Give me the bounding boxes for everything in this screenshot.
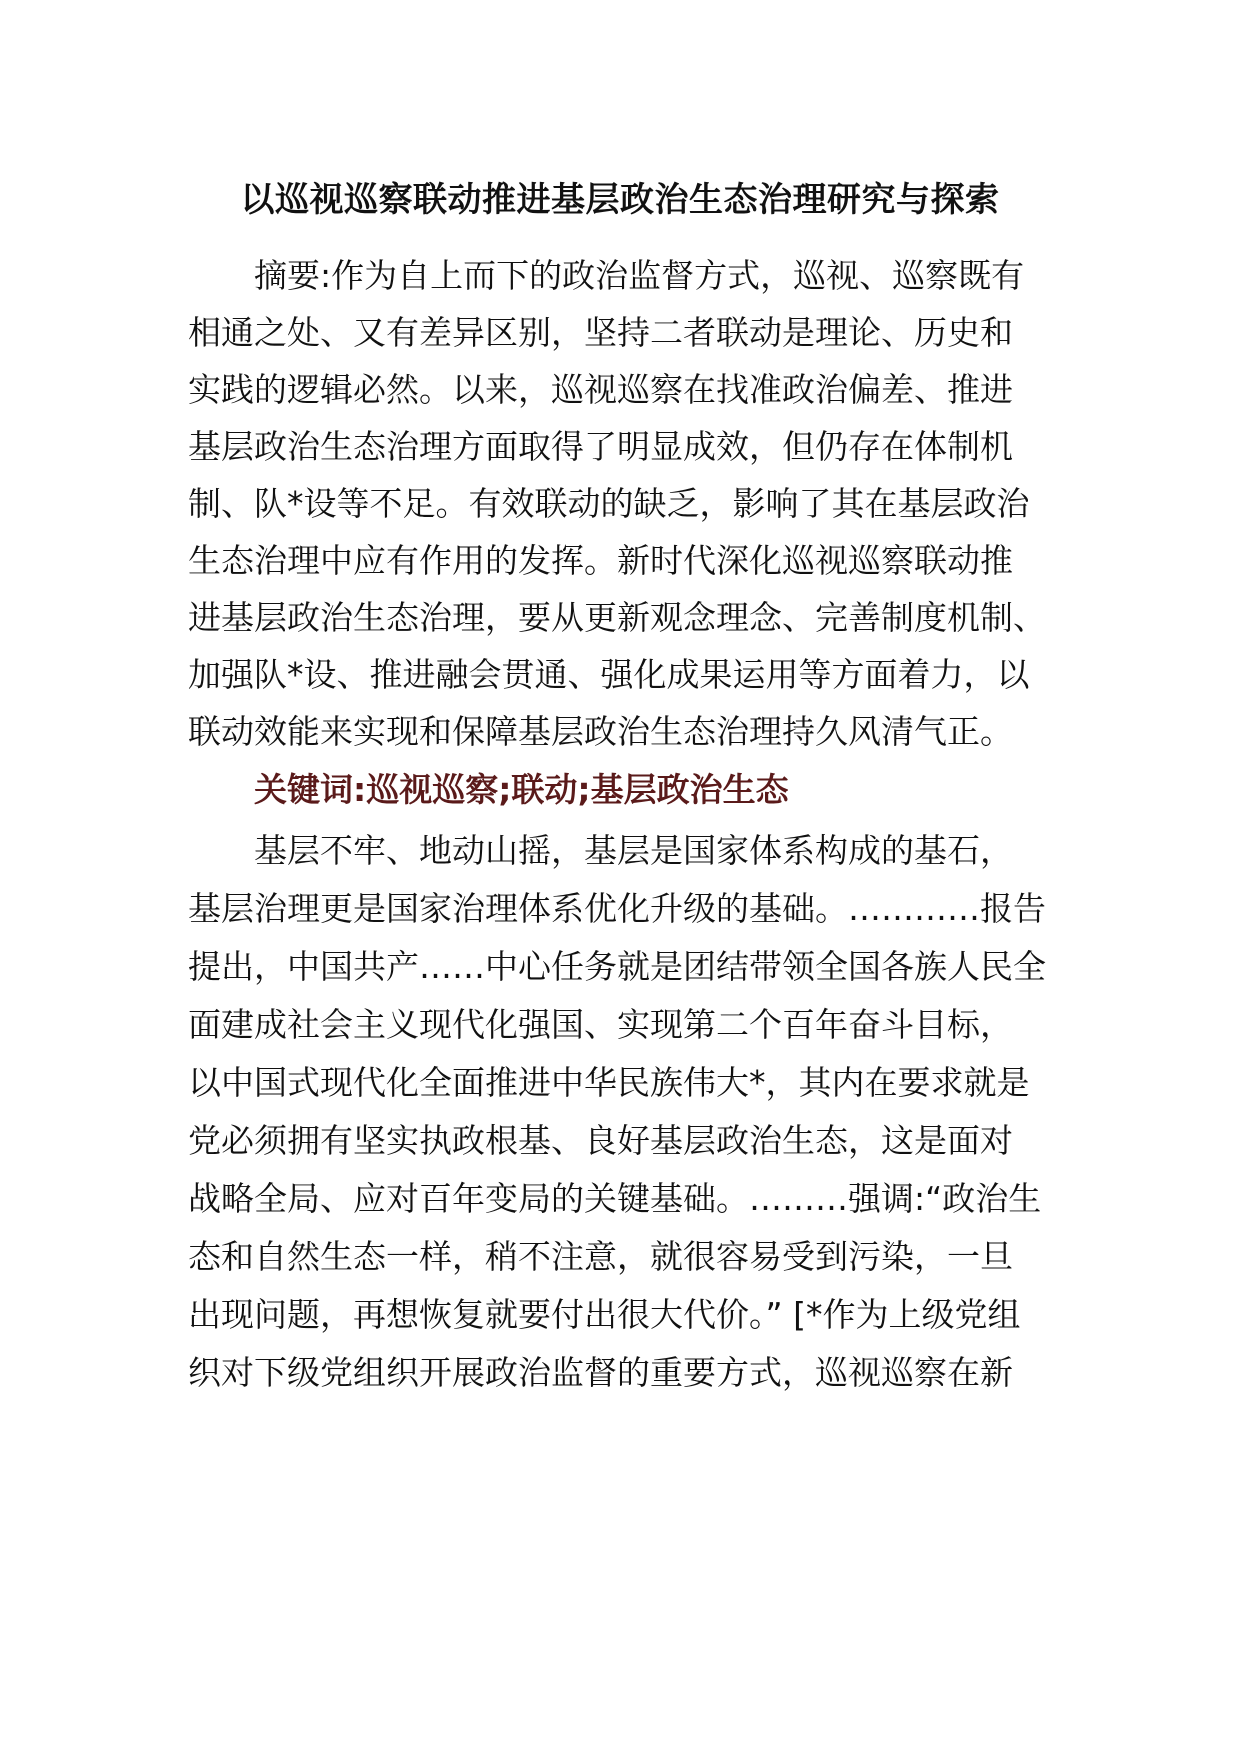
abstract-line: 加强队*设、推进融会贯通、强化成果运用等方面着力，以 — [188, 655, 1030, 694]
body-line: 以中国式现代化全面推进中华民族伟大*，其内在要求就是 — [188, 1063, 1030, 1102]
body-line: 战略全局、应对百年变局的关键基础。………强调:“政治生 — [188, 1179, 1042, 1218]
body-line: 提出，中国共产……中心任务就是团结带领全国各族人民全 — [188, 947, 1046, 986]
abstract-line: 联动效能来实现和保障基层政治生态治理持久风清气正。 — [188, 712, 1013, 751]
body-line: 党必须拥有坚实执政根基、良好基层政治生态，这是面对 — [188, 1121, 1013, 1160]
abstract-line: 进基层政治生态治理，要从更新观念理念、完善制度机制、 — [188, 598, 1046, 637]
keywords-line: 关键词:巡视巡察;联动;基层政治生态 — [254, 770, 789, 809]
abstract-line: 制、队*设等不足。有效联动的缺乏，影响了其在基层政治 — [188, 484, 1030, 523]
abstract-line: 实践的逻辑必然。以来，巡视巡察在找准政治偏差、推进 — [188, 370, 1013, 409]
body-line: 面建成社会主义现代化强国、实现第二个百年奋斗目标， — [188, 1005, 1013, 1044]
abstract-line: 摘要:作为自上而下的政治监督方式，巡视、巡察既有 — [254, 256, 1025, 295]
abstract-line: 相通之处、又有差异区别，坚持二者联动是理论、历史和 — [188, 313, 1013, 352]
body-line: 基层不牢、地动山摇，基层是国家体系构成的基石， — [254, 831, 1013, 870]
abstract-line: 生态治理中应有作用的发挥。新时代深化巡视巡察联动推 — [188, 541, 1013, 580]
body-line: 织对下级党组织开展政治监督的重要方式，巡视巡察在新 — [188, 1353, 1013, 1392]
body-line: 态和自然生态一样，稍不注意，就很容易受到污染，一旦 — [188, 1237, 1013, 1276]
body-line: 基层治理更是国家治理体系优化升级的基础。…………报告 — [188, 889, 1046, 928]
abstract-line: 基层政治生态治理方面取得了明显成效，但仍存在体制机 — [188, 427, 1013, 466]
body-line: 出现问题，再想恢复就要付出很大代价。” [*作为上级党组 — [188, 1295, 1021, 1334]
document-title: 以巡视巡察联动推进基层政治生态治理研究与探索 — [240, 180, 1000, 220]
